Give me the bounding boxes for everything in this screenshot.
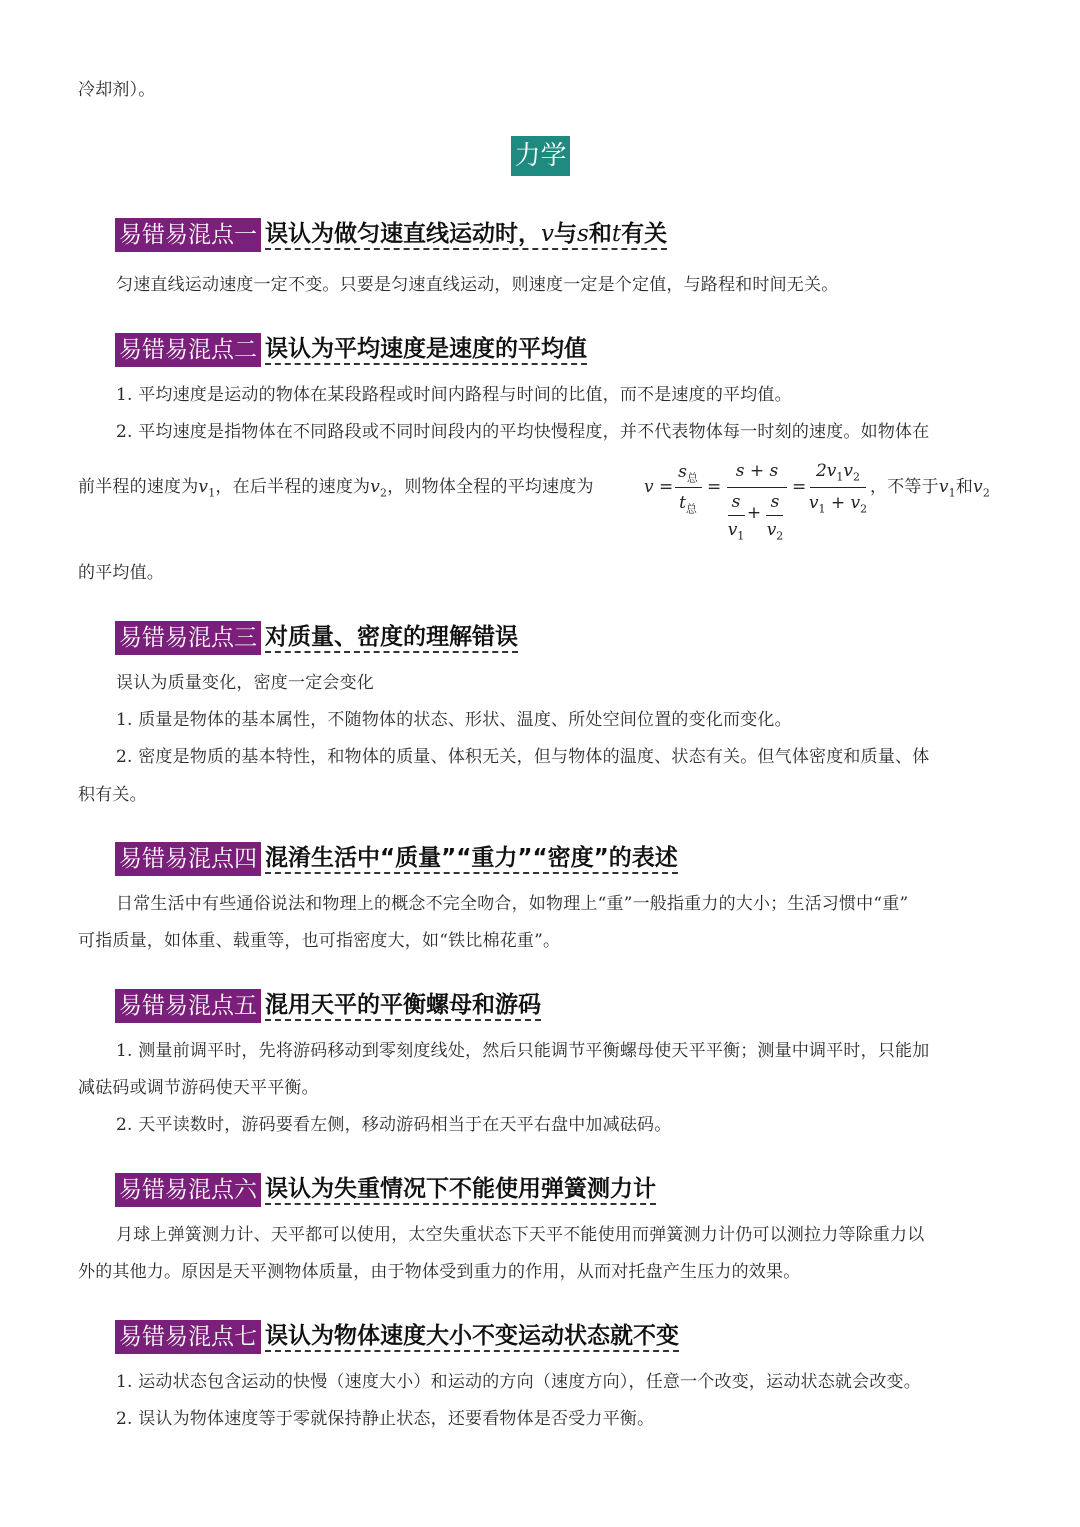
point-5-text-3: 2. 天平读数时，游码要看左侧，移动游码相当于在天平右盘中加减砝码。 [116,1115,672,1135]
point-tag: 易错易混点四 [115,842,261,876]
point-7-text-1: 1. 运动状态包含运动的快慢（速度大小）和运动的方向（速度方向），任意一个改变，运动状态就会改变。 [116,1372,921,1392]
point-2-header [115,333,587,367]
point-7-text-2: 2. 误认为物体速度等于零就保持静止状态，还要看物体是否受力平衡。 [116,1409,655,1429]
frac3-den: $v_1 + v_2$ [808,493,868,516]
frac2-plus: + [746,503,762,523]
point-1-header [115,218,667,252]
point-5-header [115,989,541,1023]
point-3-text-3: 2. 密度是物质的基本特性，和物体的质量、体积无关，但与物体的温度、状态有关。但气体密度和质量、体 [116,747,930,767]
point-tag: 易错易混点二 [115,333,261,367]
frac2a-den: $v_1$ [727,520,745,543]
section-heading: 力学 [511,136,570,176]
formula-line: 前半程的速度为$v_1$，在后半程的速度为$v_2$，则物体全程的平均速度为 [78,477,594,500]
point-2-text-2: 2. 平均速度是指物体在不同路段或不同时间段内的平均快慢程度，并不代表物体每一时刻的速度。如物体在 [116,422,930,442]
point-title: 误认为做匀速直线运动时，v与s和t有关 [265,220,667,250]
formula-v: v [644,477,654,497]
point-tag: 易错易混点七 [115,1320,261,1354]
frac3-line [810,487,866,488]
point-tag: 易错易混点一 [115,218,261,252]
point-title: 误认为失重情况下不能使用弹簧测力计 [265,1175,656,1205]
frac1-num: $s_总$ [678,462,698,485]
frac2a-line [728,515,745,516]
formula-eq-1: = [707,477,722,497]
point-3-header [115,621,518,655]
point-6-header [115,1173,656,1207]
point-6-text-2: 外的其他力。原因是天平测物体质量，由于物体受到重力的作用，从而对托盘产生压力的效果。 [78,1262,801,1282]
point-tag: 易错易混点六 [115,1173,261,1207]
point-3-text-1: 误认为质量变化，密度一定会变化 [116,673,374,693]
point-2-text-1: 1. 平均速度是运动的物体在某段路程或时间内路程与时间的比值，而不是速度的平均值。 [116,385,792,405]
point-title: 误认为平均速度是速度的平均值 [265,335,587,365]
frac2b-line [766,515,783,516]
point-title: 混淆生活中“质量”“重力”“密度”的表述 [265,844,678,874]
point-4-text-1: 日常生活中有些通俗说法和物理上的概念不完全吻合，如物理上“重”一般指重力的大小；生活习惯中“重” [116,894,909,914]
frac1-line [675,487,702,488]
intro-tail: 冷却剂）。 [78,80,156,100]
frac2b-den: $v_2$ [766,520,784,543]
point-3-text-2: 1. 质量是物体的基本属性，不随物体的状态、形状、温度、所处空间位置的变化而变化。 [116,710,792,730]
frac2a-num: s [731,492,741,512]
point-title: 混用天平的平衡螺母和游码 [265,991,541,1021]
frac3-num: $2v_1v_2$ [815,461,861,484]
point-3-text-4: 积有关。 [78,785,147,805]
formula-eq-2: = [792,477,807,497]
formula-eq-0: = [659,477,674,497]
point-title: 误认为物体速度大小不变运动状态就不变 [265,1322,679,1352]
frac2-num: s + s [735,461,779,481]
point-title: 对质量、密度的理解错误 [265,623,518,653]
point-5-text-2: 减砝码或调节游码使天平平衡。 [78,1078,319,1098]
point-4-text-2: 可指质量，如体重、载重等，也可指密度大，如“铁比棉花重”。 [78,931,561,951]
frac1-den: $t_总$ [679,493,697,516]
point-4-header [115,842,678,876]
point-7-header [115,1320,679,1354]
point-5-text-1: 1. 测量前调平时，先将游码移动到零刻度线处，然后只能调节平衡螺母使天平平衡；测量中调平时，只能加 [116,1041,930,1061]
point-6-text-1: 月球上弹簧测力计、天平都可以使用，太空失重状态下天平不能使用而弹簧测力计仍可以测拉力等除重力以 [116,1225,925,1245]
point-1-text: 匀速直线运动速度一定不变。只要是匀速直线运动，则速度一定是个定值，与路程和时间无关。 [116,275,839,295]
point-tag: 易错易混点三 [115,621,261,655]
frac2-line [727,487,787,488]
point-tag: 易错易混点五 [115,989,261,1023]
frac2b-num: s [770,492,780,512]
point-2-tail: 的平均值。 [78,563,164,583]
formula-tail: ，不等于$v_1$和$v_2$ [870,477,991,500]
